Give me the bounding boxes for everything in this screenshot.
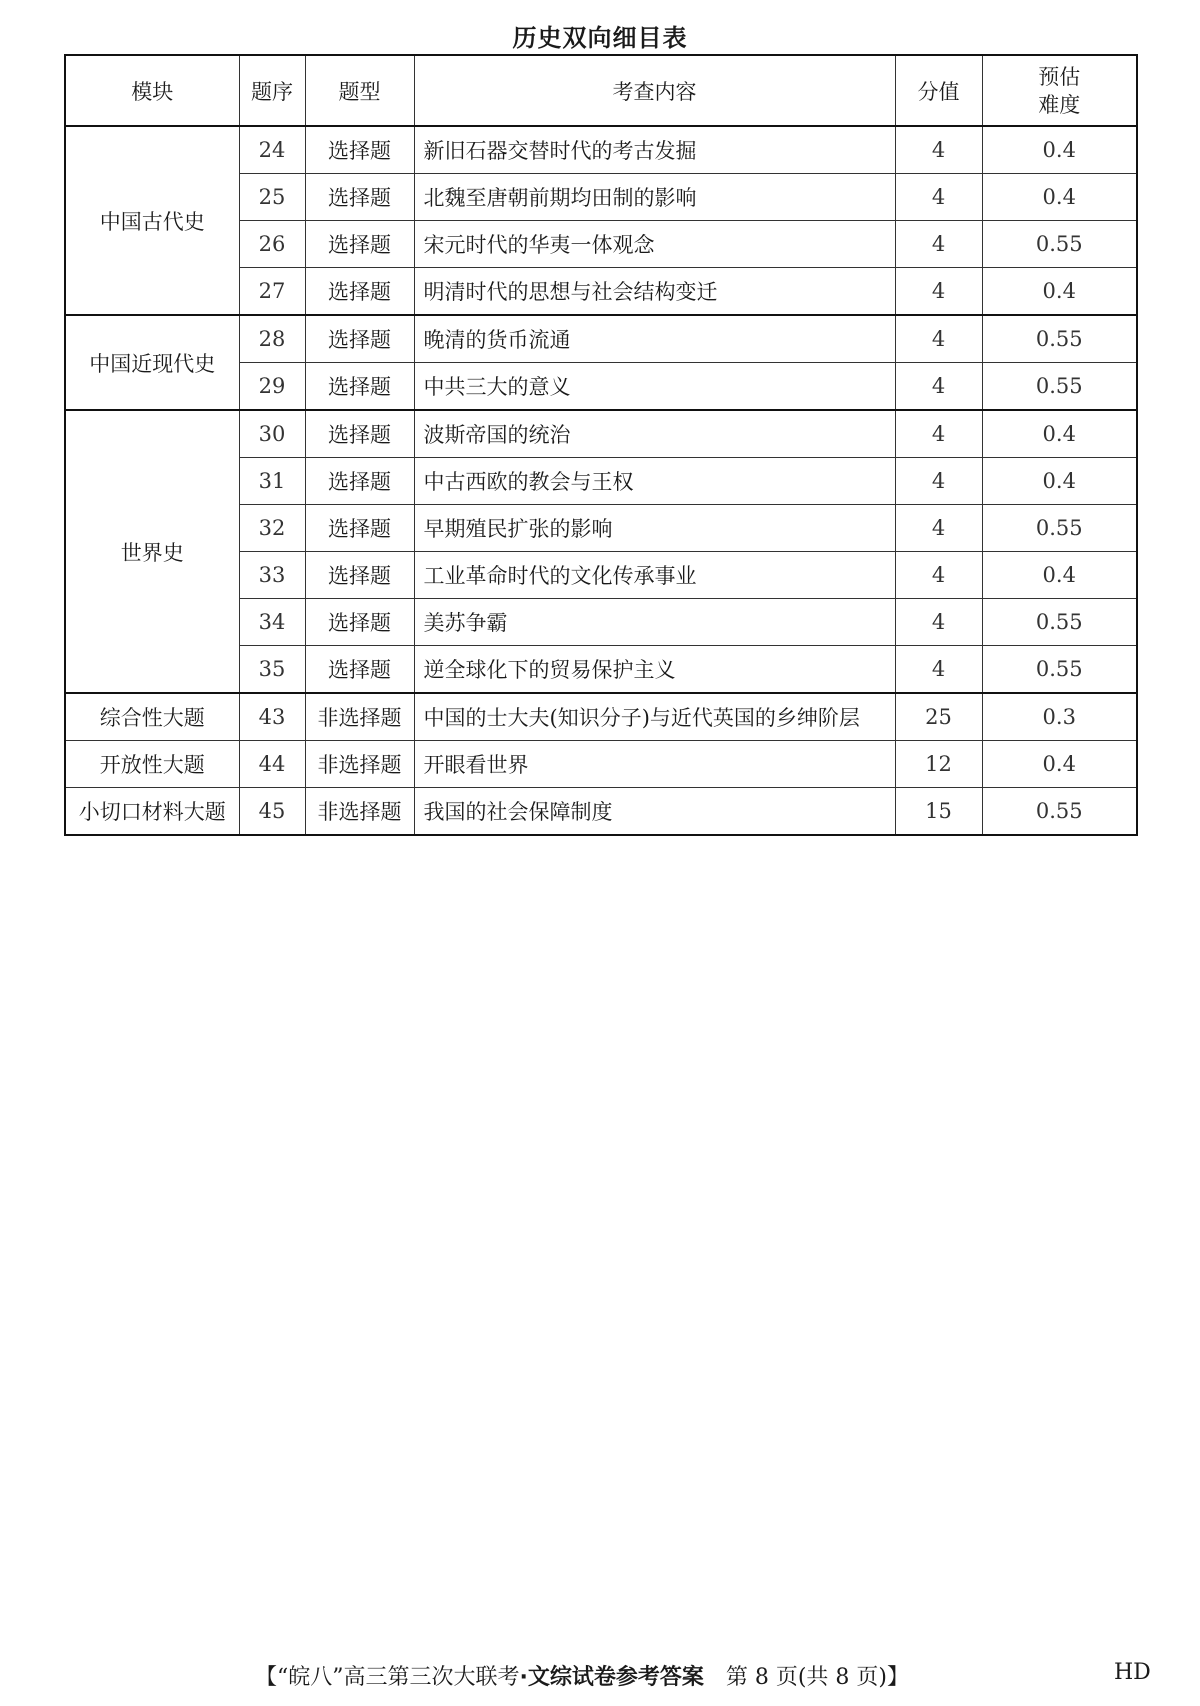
question-difficulty: 0.55 bbox=[982, 363, 1137, 411]
table-row bbox=[65, 126, 1137, 174]
question-difficulty: 0.4 bbox=[982, 552, 1137, 599]
footer-page-number: 第 8 页(共 8 页)】 bbox=[703, 1665, 909, 1690]
question-score: 4 bbox=[895, 126, 982, 174]
module-cell: 中国近现代史 bbox=[65, 315, 239, 410]
header-difficulty-line1: 预估 bbox=[1038, 64, 1081, 89]
question-score: 4 bbox=[895, 458, 982, 505]
question-score: 4 bbox=[895, 268, 982, 316]
question-content: 中共三大的意义 bbox=[414, 363, 895, 411]
table-row bbox=[65, 741, 1137, 788]
question-score: 4 bbox=[895, 174, 982, 221]
question-number: 29 bbox=[239, 363, 305, 411]
question-score: 4 bbox=[895, 221, 982, 268]
question-number: 34 bbox=[239, 599, 305, 646]
question-number: 24 bbox=[239, 126, 305, 174]
question-score: 15 bbox=[895, 788, 982, 836]
question-score: 12 bbox=[895, 741, 982, 788]
question-difficulty: 0.3 bbox=[982, 693, 1137, 741]
question-difficulty: 0.4 bbox=[982, 174, 1137, 221]
header-number: 题序 bbox=[239, 55, 305, 126]
module-cell: 世界史 bbox=[65, 410, 239, 693]
question-difficulty: 0.55 bbox=[982, 788, 1137, 836]
header-type: 题型 bbox=[305, 55, 414, 126]
question-difficulty: 0.4 bbox=[982, 741, 1137, 788]
question-number: 28 bbox=[239, 315, 305, 363]
footer-code: HD bbox=[1114, 1660, 1151, 1685]
question-number: 44 bbox=[239, 741, 305, 788]
question-number: 43 bbox=[239, 693, 305, 741]
question-score: 4 bbox=[895, 410, 982, 458]
question-difficulty: 0.55 bbox=[982, 505, 1137, 552]
table-row bbox=[65, 788, 1137, 836]
question-content: 工业革命时代的文化传承事业 bbox=[414, 552, 895, 599]
module-cell: 开放性大题 bbox=[65, 741, 239, 788]
module-cell: 小切口材料大题 bbox=[65, 788, 239, 836]
question-difficulty: 0.4 bbox=[982, 458, 1137, 505]
question-type: 非选择题 bbox=[305, 741, 414, 788]
question-difficulty: 0.4 bbox=[982, 126, 1137, 174]
question-number: 33 bbox=[239, 552, 305, 599]
question-content: 新旧石器交替时代的考古发掘 bbox=[414, 126, 895, 174]
question-difficulty: 0.4 bbox=[982, 410, 1137, 458]
header-difficulty bbox=[982, 55, 1137, 126]
question-difficulty: 0.55 bbox=[982, 599, 1137, 646]
module-cell: 综合性大题 bbox=[65, 693, 239, 741]
question-type: 选择题 bbox=[305, 363, 414, 411]
question-number: 31 bbox=[239, 458, 305, 505]
question-type: 选择题 bbox=[305, 126, 414, 174]
question-content: 明清时代的思想与社会结构变迁 bbox=[414, 268, 895, 316]
table-row bbox=[65, 693, 1137, 741]
question-number: 45 bbox=[239, 788, 305, 836]
question-type: 非选择题 bbox=[305, 693, 414, 741]
header-content: 考查内容 bbox=[414, 55, 895, 126]
question-content: 晚清的货币流通 bbox=[414, 315, 895, 363]
question-number: 32 bbox=[239, 505, 305, 552]
question-score: 4 bbox=[895, 363, 982, 411]
question-number: 27 bbox=[239, 268, 305, 316]
question-type: 选择题 bbox=[305, 505, 414, 552]
question-difficulty: 0.55 bbox=[982, 646, 1137, 694]
question-content: 北魏至唐朝前期均田制的影响 bbox=[414, 174, 895, 221]
table-row bbox=[65, 315, 1137, 363]
question-type: 选择题 bbox=[305, 646, 414, 694]
footer-exam-name: 【“皖八”高三第三次大联考 bbox=[255, 1665, 520, 1690]
header-difficulty-line2: 难度 bbox=[1038, 92, 1081, 117]
footer-subject: ·文综试卷参考答案 bbox=[519, 1665, 704, 1690]
question-number: 35 bbox=[239, 646, 305, 694]
question-number: 25 bbox=[239, 174, 305, 221]
question-difficulty: 0.4 bbox=[982, 268, 1137, 316]
question-score: 4 bbox=[895, 599, 982, 646]
question-type: 选择题 bbox=[305, 315, 414, 363]
question-number: 30 bbox=[239, 410, 305, 458]
question-score: 25 bbox=[895, 693, 982, 741]
question-difficulty: 0.55 bbox=[982, 221, 1137, 268]
header-module: 模块 bbox=[65, 55, 239, 126]
table-header-row bbox=[65, 55, 1137, 126]
question-score: 4 bbox=[895, 646, 982, 694]
question-difficulty: 0.55 bbox=[982, 315, 1137, 363]
question-score: 4 bbox=[895, 505, 982, 552]
question-type: 选择题 bbox=[305, 458, 414, 505]
module-cell: 中国古代史 bbox=[65, 126, 239, 315]
question-content: 逆全球化下的贸易保护主义 bbox=[414, 646, 895, 694]
question-content: 早期殖民扩张的影响 bbox=[414, 505, 895, 552]
question-type: 选择题 bbox=[305, 599, 414, 646]
table-row bbox=[65, 410, 1137, 458]
specification-table bbox=[64, 54, 1138, 836]
page-footer bbox=[255, 1660, 909, 1691]
question-content: 我国的社会保障制度 bbox=[414, 788, 895, 836]
header-score: 分值 bbox=[895, 55, 982, 126]
question-score: 4 bbox=[895, 315, 982, 363]
question-type: 选择题 bbox=[305, 221, 414, 268]
question-type: 选择题 bbox=[305, 268, 414, 316]
question-number: 26 bbox=[239, 221, 305, 268]
question-content: 波斯帝国的统治 bbox=[414, 410, 895, 458]
page-title: 历史双向细目表 bbox=[512, 24, 688, 52]
question-type: 选择题 bbox=[305, 410, 414, 458]
question-type: 非选择题 bbox=[305, 788, 414, 836]
question-content: 美苏争霸 bbox=[414, 599, 895, 646]
question-type: 选择题 bbox=[305, 174, 414, 221]
question-type: 选择题 bbox=[305, 552, 414, 599]
question-content: 中国的士大夫(知识分子)与近代英国的乡绅阶层 bbox=[414, 693, 895, 741]
question-content: 开眼看世界 bbox=[414, 741, 895, 788]
question-content: 宋元时代的华夷一体观念 bbox=[414, 221, 895, 268]
question-score: 4 bbox=[895, 552, 982, 599]
question-content: 中古西欧的教会与王权 bbox=[414, 458, 895, 505]
